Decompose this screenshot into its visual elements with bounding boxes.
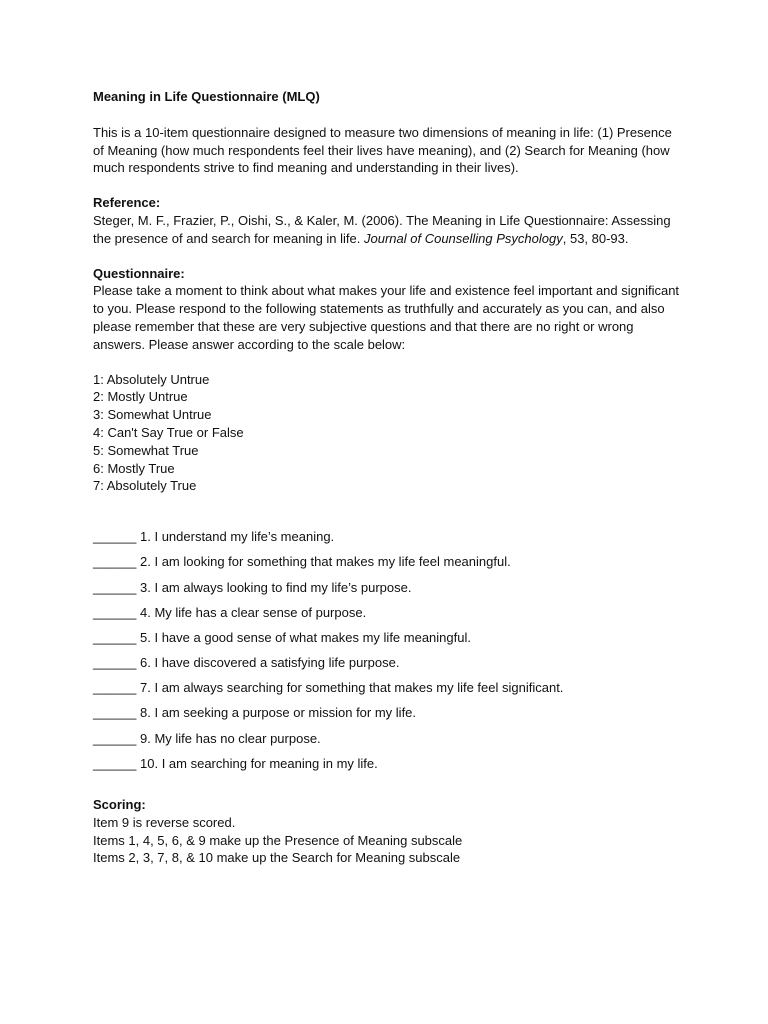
answer-blank[interactable]: ______ [93, 579, 137, 595]
rating-scale [93, 371, 683, 496]
questionnaire-instructions: Please take a moment to think about what makes your life and existence feel important and significant to you. Please respond to the following statements as truthfully and accurately as you can, and also please remember that these are very subjective questions and that there are no right or wrong answers. Please answer according to the scale below: [93, 283, 680, 352]
answer-blank[interactable]: ______ [93, 705, 137, 721]
scoring-section [93, 796, 683, 867]
scoring-line: Items 2, 3, 7, 8, & 10 make up the Search for Meaning subscale [93, 850, 461, 866]
questionnaire-item [93, 730, 683, 755]
answer-blank[interactable]: ______ [93, 680, 137, 696]
scale-option: 2: Mostly Untrue [93, 389, 188, 405]
scale-option: 4: Can't Say True or False [93, 424, 244, 440]
item-text: 1. I understand my life’s meaning. [140, 529, 335, 545]
item-text: 9. My life has no clear purpose. [140, 730, 321, 746]
questionnaire-item [93, 755, 683, 780]
item-text: 7. I am always searching for something that makes my life feel significant. [140, 680, 564, 696]
answer-blank[interactable]: ______ [93, 529, 137, 545]
questionnaire-item [93, 528, 683, 553]
item-text: 10. I am searching for meaning in my life. [140, 755, 378, 771]
questionnaire-item [93, 579, 683, 604]
answer-blank[interactable]: ______ [93, 554, 137, 570]
scoring-line: Item 9 is reverse scored. [93, 814, 236, 830]
document-page [93, 88, 683, 867]
item-text: 6. I have discovered a satisfying life purpose. [140, 655, 400, 671]
answer-blank[interactable]: ______ [93, 755, 137, 771]
questionnaire-section [93, 265, 683, 780]
answer-blank[interactable]: ______ [93, 604, 137, 620]
scoring-line: Items 1, 4, 5, 6, & 9 make up the Presence of Meaning subscale [93, 832, 463, 848]
questionnaire-item [93, 604, 683, 629]
citation-journal: Journal of Counselling Psychology [364, 230, 563, 246]
item-text: 5. I have a good sense of what makes my life meaningful. [140, 629, 471, 645]
scale-option: 3: Somewhat Untrue [93, 407, 212, 423]
questionnaire-heading: Questionnaire: [93, 265, 185, 281]
questionnaire-item [93, 553, 683, 578]
scale-option: 1: Absolutely Untrue [93, 371, 210, 387]
item-text: 4. My life has a clear sense of purpose. [140, 604, 367, 620]
answer-blank[interactable]: ______ [93, 730, 137, 746]
questionnaire-item [93, 629, 683, 654]
questionnaire-item [93, 679, 683, 704]
scale-option: 5: Somewhat True [93, 442, 199, 458]
questionnaire-item [93, 654, 683, 679]
scoring-heading: Scoring: [93, 797, 146, 813]
answer-blank[interactable]: ______ [93, 629, 137, 645]
citation-volume-pages: , 53, 80-93. [562, 230, 629, 246]
citation-authors-title: Steger, M. F., Frazier, P., Oishi, S., & Kaler, M. (2006). The Meaning in Life Questionnaire: Assessing the presence of and search for meaning in life. [93, 212, 671, 246]
document-title: Meaning in Life Questionnaire (MLQ) [93, 89, 320, 104]
intro-paragraph: This is a 10-item questionnaire designed to measure two dimensions of meaning in life: (1) Presence of Meaning (how much respondents feel their lives have meaning), and (2) Search for Meaning (how much respondents strive to find meaning and understanding in their lives). [93, 124, 672, 176]
scale-option: 6: Mostly True [93, 460, 175, 476]
questionnaire-item [93, 704, 683, 729]
scale-option: 7: Absolutely True [93, 478, 197, 494]
reference-heading: Reference: [93, 195, 161, 211]
answer-blank[interactable]: ______ [93, 655, 137, 671]
item-text: 2. I am looking for something that makes my life feel meaningful. [140, 554, 511, 570]
item-text: 3. I am always looking to find my life’s purpose. [140, 579, 412, 595]
item-text: 8. I am seeking a purpose or mission for my life. [140, 705, 417, 721]
reference-citation [93, 212, 683, 248]
questionnaire-items [93, 528, 683, 780]
reference-section [93, 194, 683, 247]
